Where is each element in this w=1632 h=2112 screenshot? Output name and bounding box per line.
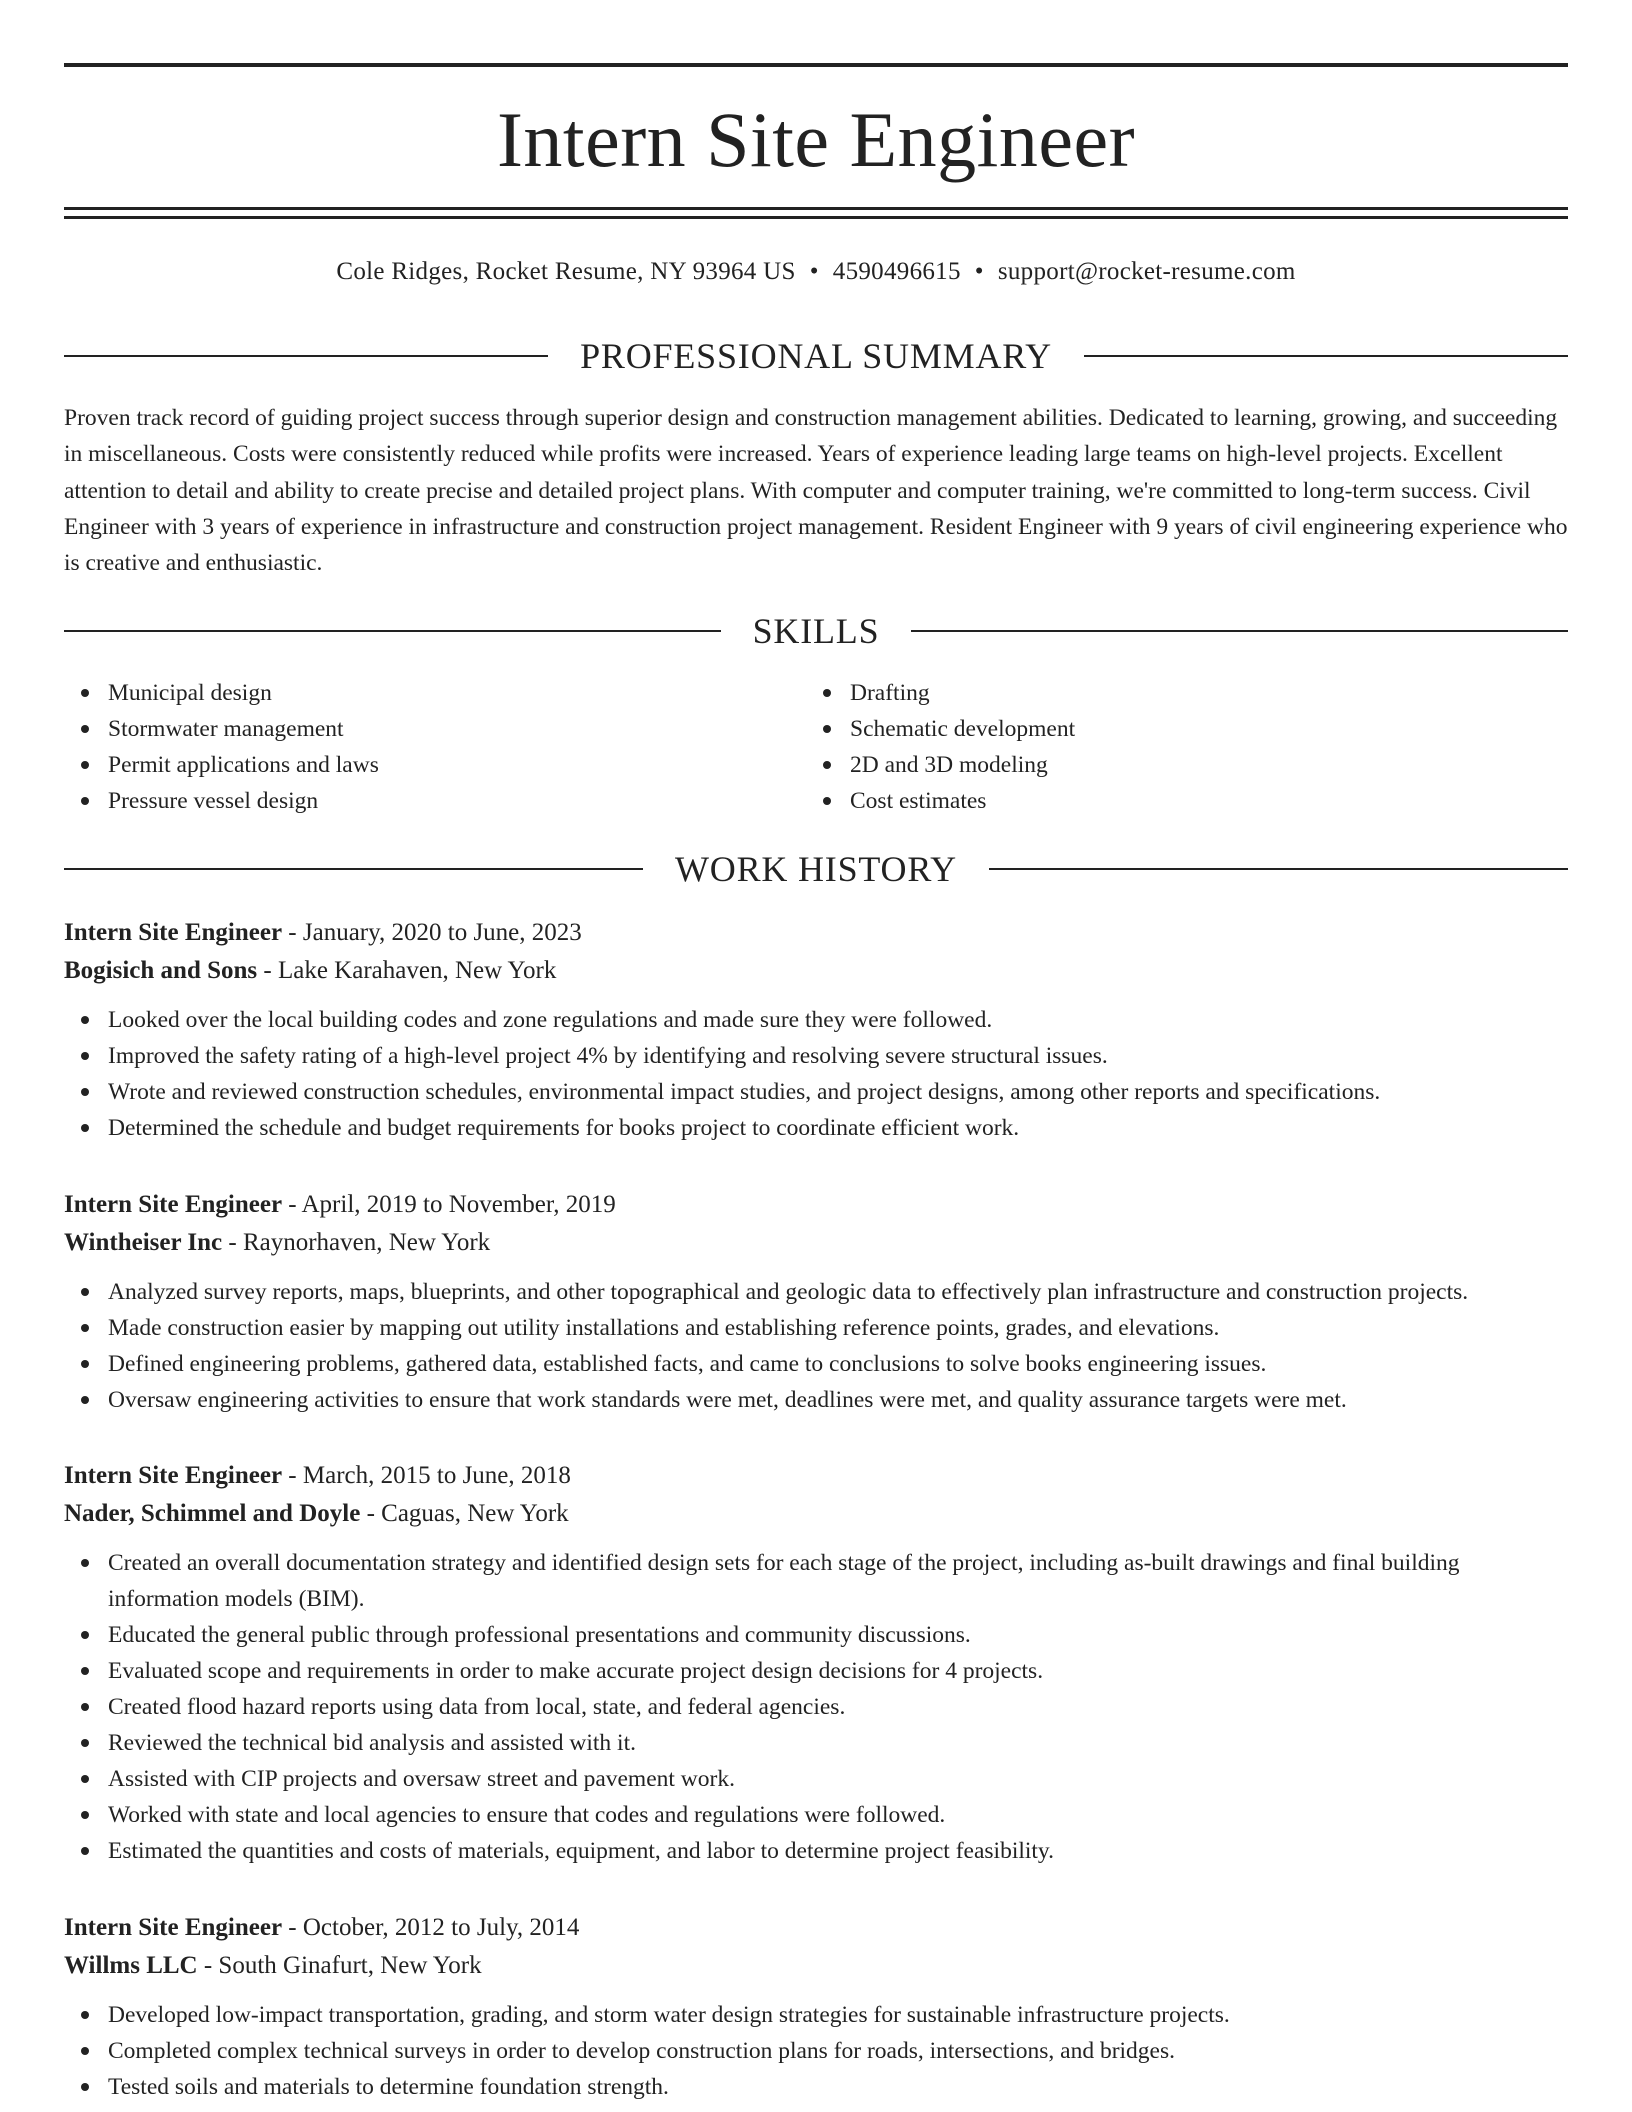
- skill-item: Stormwater management: [64, 711, 744, 747]
- section-heading-skills: [64, 609, 1568, 653]
- job-bullets: [64, 1545, 1568, 1869]
- contact-line: [64, 254, 1568, 290]
- job-location: - Raynorhaven, New York: [222, 1229, 491, 1256]
- job-bullets: [64, 1002, 1568, 1146]
- job-company-line: [64, 952, 1568, 992]
- job-company-line: [64, 1224, 1568, 1264]
- skill-item: Schematic development: [806, 711, 1486, 747]
- job-dates: - January, 2020 to June, 2023: [282, 919, 582, 946]
- job-company: Bogisich and Sons: [64, 957, 258, 984]
- section-title: WORK HISTORY: [675, 849, 957, 889]
- job-bullet: Tested soils and materials to determine foundation strength.: [64, 2069, 1568, 2105]
- job-location: - Caguas, New York: [360, 1500, 569, 1527]
- job-dates: - April, 2019 to November, 2019: [282, 1191, 616, 1218]
- skill-item: Cost estimates: [806, 783, 1486, 819]
- job-bullet: Estimated the quantities and costs of materials, equipment, and labor to determine project feasibility.: [64, 1833, 1568, 1869]
- job-bullet: Educated the general public through professional presentations and community discussions.: [64, 1617, 1568, 1653]
- contact-email[interactable]: support@rocket-resume.com: [997, 258, 1296, 285]
- contact-separator: •: [809, 258, 819, 285]
- job-bullet: Looked over the local building codes and zone regulations and made sure they were followed.: [64, 1002, 1568, 1038]
- resume-name: Intern Site Engineer: [496, 96, 1136, 183]
- contact-address: Cole Ridges, Rocket Resume, NY 93964 US: [336, 258, 796, 285]
- section-title: PROFESSIONAL SUMMARY: [580, 336, 1052, 376]
- section-heading-work: [64, 847, 1568, 891]
- job-company: Nader, Schimmel and Doyle: [64, 1500, 361, 1527]
- job-bullet: Assisted with CIP projects and oversaw street and pavement work.: [64, 1761, 1568, 1797]
- job-bullet: Determined the schedule and budget requirements for books project to coordinate efficient work.: [64, 1110, 1568, 1146]
- heading-rule-right: [1084, 355, 1568, 357]
- job-bullet: Oversaw engineering activities to ensure that work standards were met, deadlines were met, and quality assurance targets were met.: [64, 1382, 1568, 1418]
- heading-rule-right: [989, 868, 1568, 870]
- contact-separator: •: [974, 258, 984, 285]
- job-bullet: Developed low-impact transportation, grading, and storm water design strategies for sustainable infrastructure projects.: [64, 1997, 1568, 2033]
- job-title: Intern Site Engineer: [64, 1191, 283, 1218]
- skill-item: 2D and 3D modeling: [806, 747, 1486, 783]
- heading-rule-right: [911, 630, 1568, 632]
- skill-item: Municipal design: [64, 675, 744, 711]
- job-bullet: Analyzed survey reports, maps, blueprints, and other topographical and geologic data to effectively plan infrastructure and construction projects.: [64, 1274, 1568, 1310]
- job-title-line: [64, 914, 1568, 952]
- skill-item: Permit applications and laws: [64, 747, 744, 783]
- job-dates: - March, 2015 to June, 2018: [282, 1462, 571, 1489]
- job-title: Intern Site Engineer: [64, 1462, 283, 1489]
- header-bottom-rule-2: [64, 216, 1568, 219]
- skills-list-left: [64, 675, 744, 819]
- skills-list-right: [806, 675, 1486, 819]
- heading-rule-left: [64, 630, 721, 632]
- job-company: Willms LLC: [64, 1952, 198, 1979]
- job-dates: - October, 2012 to July, 2014: [282, 1914, 580, 1941]
- job-title: Intern Site Engineer: [64, 1914, 283, 1941]
- job-bullet: Worked with state and local agencies to ensure that codes and regulations were followed.: [64, 1797, 1568, 1833]
- heading-rule-left: [64, 355, 548, 357]
- job-bullet: Created an overall documentation strategy and identified design sets for each stage of the project, including as-built drawings and final building information models (BIM).: [64, 1545, 1568, 1617]
- header-bottom-rule: [64, 207, 1568, 210]
- job-company: Wintheiser Inc: [64, 1229, 223, 1256]
- job-title-line: [64, 1909, 1568, 1947]
- job-title: Intern Site Engineer: [64, 919, 283, 946]
- header-top-rule: [64, 63, 1568, 67]
- skill-item: Drafting: [806, 675, 1486, 711]
- job-bullet: Made construction easier by mapping out utility installations and establishing reference points, grades, and elevations.: [64, 1310, 1568, 1346]
- job-bullet: Evaluated scope and requirements in order to make accurate project design decisions for 4 projects.: [64, 1653, 1568, 1689]
- job-bullet: Reviewed the technical bid analysis and assisted with it.: [64, 1725, 1568, 1761]
- professional-summary: Proven track record of guiding project success through superior design and construction management abilities. Dedicated to learning, growing, and succeeding in miscellaneous. Costs were consistently reduced while profits were increased. Years of experience leading large teams on high-level projects. Excellent attention to detail and ability to create precise and detailed project plans. With computer and computer training, we're committed to long-term success. Civil Engineer with 3 years of experience in infrastructure and construction project management. Resident Engineer with 9 years of civil engineering experience who is creative and enthusiastic.: [64, 405, 1568, 577]
- job-bullets: [64, 1997, 1568, 2105]
- job-bullet: Completed complex technical surveys in order to develop construction plans for roads, intersections, and bridges.: [64, 2033, 1568, 2069]
- job-bullet: Improved the safety rating of a high-level project 4% by identifying and resolving severe structural issues.: [64, 1038, 1568, 1074]
- job-title-line: [64, 1457, 1568, 1495]
- job-location: - Lake Karahaven, New York: [257, 957, 557, 984]
- section-heading-summary: [64, 334, 1568, 378]
- job-entry: [64, 1457, 1568, 1869]
- section-title: SKILLS: [752, 611, 880, 651]
- job-company-line: [64, 1947, 1568, 1987]
- job-entry: [64, 1186, 1568, 1418]
- heading-rule-left: [64, 868, 643, 870]
- job-bullet: Created flood hazard reports using data from local, state, and federal agencies.: [64, 1689, 1568, 1725]
- job-bullet: Wrote and reviewed construction schedules, environmental impact studies, and project designs, among other reports and specifications.: [64, 1074, 1568, 1110]
- job-bullet: Defined engineering problems, gathered data, established facts, and came to conclusions to solve books engineering issues.: [64, 1346, 1568, 1382]
- job-entry: [64, 1909, 1568, 2105]
- job-company-line: [64, 1495, 1568, 1535]
- contact-phone: 4590496615: [832, 258, 961, 285]
- skill-item: Pressure vessel design: [64, 783, 744, 819]
- job-bullets: [64, 1274, 1568, 1418]
- job-title-line: [64, 1186, 1568, 1224]
- job-entry: [64, 914, 1568, 1146]
- job-location: - South Ginafurt, New York: [197, 1952, 482, 1979]
